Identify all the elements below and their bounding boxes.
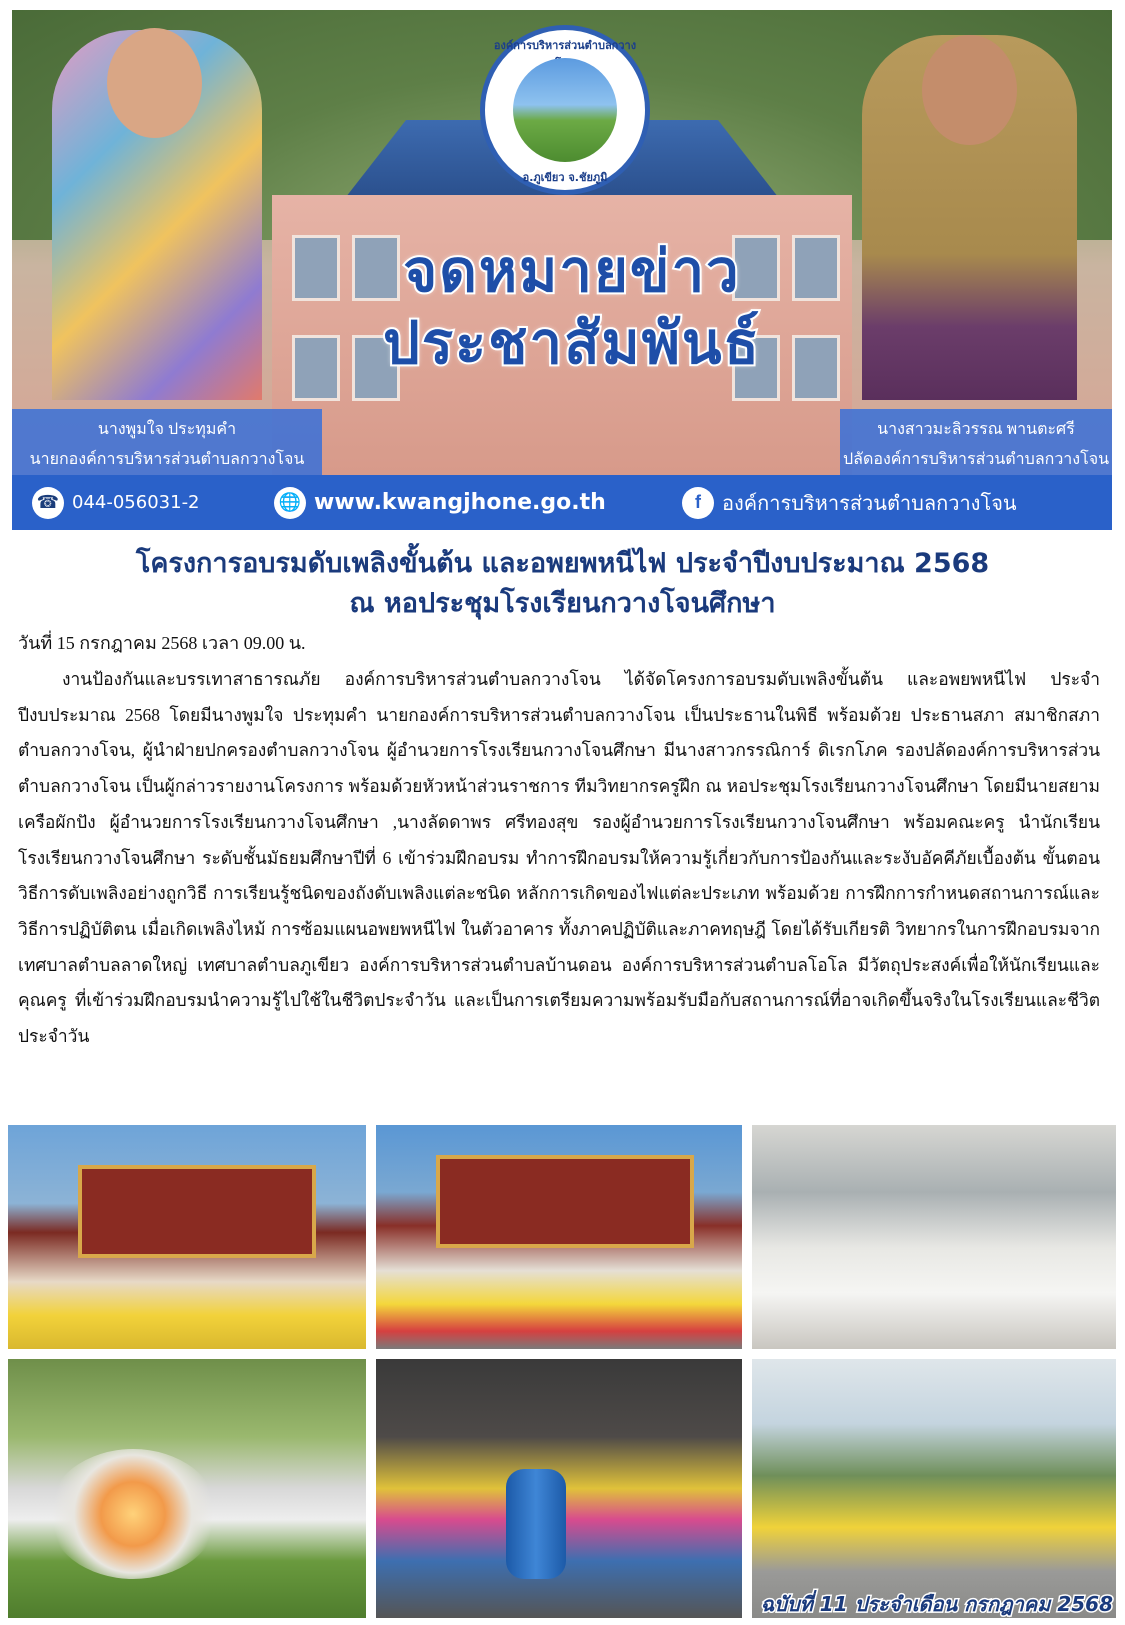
phone-contact[interactable] — [32, 487, 200, 519]
clerk-portrait — [862, 35, 1077, 400]
newsletter-title — [342, 235, 802, 379]
phone-icon: ☎ — [32, 487, 64, 519]
article-headline — [0, 544, 1125, 624]
headline-line-2: ณ หอประชุมโรงเรียนกวางโจนศึกษา — [349, 588, 776, 619]
website-link[interactable] — [274, 487, 606, 519]
title-line-1: จดหมายข่าว — [403, 237, 741, 305]
left-person-name: นางพูมใจ ประทุมคำ — [97, 421, 237, 438]
logo-ring-bottom-text: อ.ภูเขียว จ.ชัยภูมิ — [522, 171, 608, 184]
globe-icon: 🌐 — [274, 487, 306, 519]
headline-line-1: โครงการอบรมดับเพลิงขั้นต้น และอพยพหนีไฟ ประจำปีงบประมาณ 2568 — [135, 548, 990, 579]
contact-bar — [12, 475, 1112, 530]
title-line-2: ประชาสัมพันธ์ — [383, 309, 761, 377]
facebook-page-name: องค์การบริหารส่วนตำบลกวางโจน — [722, 490, 1017, 515]
organization-logo — [480, 25, 650, 195]
phone-number: 044-056031-2 — [72, 492, 200, 513]
photo-fire-extinguisher-practice — [5, 1356, 369, 1621]
photo-group-with-extinguishers — [373, 1122, 745, 1352]
photo-students-in-hall — [749, 1122, 1119, 1352]
header-banner — [12, 10, 1112, 475]
photo-group-stage — [5, 1122, 369, 1352]
facebook-icon: f — [682, 487, 714, 519]
right-person-position: ปลัดองค์การบริหารส่วนตำบลกวางโจน — [842, 451, 1109, 468]
facebook-link[interactable] — [682, 487, 1017, 519]
photo-evacuation-drill — [749, 1356, 1119, 1621]
left-person-caption — [12, 409, 322, 475]
article-body: งานป้องกันและบรรเทาสาธารณภัย องค์การบริหารส่วนตำบลกวางโจน ได้จัดโครงการอบรมดับเพลิงขั้นต้น และอพยพหนีไฟ ประจำปีงบประมาณ 2568 โดยมีนางพูมใจ ประทุมคำ นายกองค์การบริหารส่วนตำบลกวางโจน เป็นประธานในพิธี พร้อมด้วย ประธานสภา สมาชิกสภาตำบลกวางโจน, ผู้นำฝ่ายปกครองตำบลกวางโจน ผู้อำนวยการโรงเรียนกวางโจนศึกษา มีนางสาวกรรณิการ์ ดิเรกโภค รองปลัดองค์การบริหารส่วนตำบลกวางโจน เป็นผู้กล่าวรายงานโครงการ พร้อมด้วยหัวหน้าส่วนราชการ ทีมวิทยากรครูฝึก ณ หอประชุมโรงเรียนกวางโจนศึกษา โดยมีนายสยาม เครือผักปัง ผู้อำนวยการโรงเรียนกวางโจนศึกษา ,นางลัดดาพร ศรีทองสุข รองผู้อำนวยการโรงเรียนกวางโจนศึกษา พร้อมคณะครู นำนักเรียนโรงเรียนกวางโจนศึกษา ระดับชั้นมัธยมศึกษาปีที่ 6 เข้าร่วมฝึกอบรม ทำการฝึกอบรมให้ความรู้เกี่ยวกับการป้องกันและระงับอัคคีภัยเบื้องต้น ขั้นตอนวิธีการดับเพลิงอย่างถูกวิธี การเรียนรู้ชนิดของถังดับเพลิงแต่ละชนิด หลักการเกิดของไฟแต่ละประเภท พร้อมด้วย การฝึกการกำหนดสถานการณ์และวิธีการปฏิบัติตน เมื่อเกิดเพลิงไหม้ การซ้อมแผนอพยพหนีไฟ ในตัวอาคาร ทั้งภาคปฏิบัติและภาคทฤษฎี โดยได้รับเกียรติ วิทยากรในการฝึกอบรมจากเทศบาลตำบลลาดใหญ่ เทศบาลตำบลภูเขียว องค์การบริหารส่วนตำบลบ้านดอน องค์การบริหารส่วนตำบลโอโล มีวัตถุประสงค์เพื่อให้นักเรียนและคุณครู ที่เข้าร่วมฝึกอบรมนำความรู้ไปใช้ในชีวิตประจำวัน และเป็นการเตรียมความพร้อมรับมือกับสถานการณ์ที่อาจเกิดขึ้นจริงในโรงเรียนและชีวิตประจำวัน — [18, 669, 1100, 1047]
issue-footer: ฉบับที่ 11 ประจำเดือน กรกฎาคม 2568 — [760, 1592, 1113, 1616]
article-date: วันที่ 15 กรกฎาคม 2568 เวลา 09.00 น. — [18, 633, 306, 653]
photo-gas-tank-demonstration — [373, 1356, 745, 1621]
deer-emblem — [513, 58, 617, 162]
logo-ring-top-text: องค์การบริหารส่วนตำบลกวาง — [493, 39, 637, 52]
website-url: www.kwangjhone.go.th — [314, 490, 606, 515]
left-person-position: นายกองค์การบริหารส่วนตำบลกวางโจน — [29, 451, 305, 468]
right-person-caption — [840, 409, 1112, 475]
mayor-portrait — [52, 30, 262, 400]
right-person-name: นางสาวมะลิวรรณ พานตะศรี — [877, 421, 1075, 438]
